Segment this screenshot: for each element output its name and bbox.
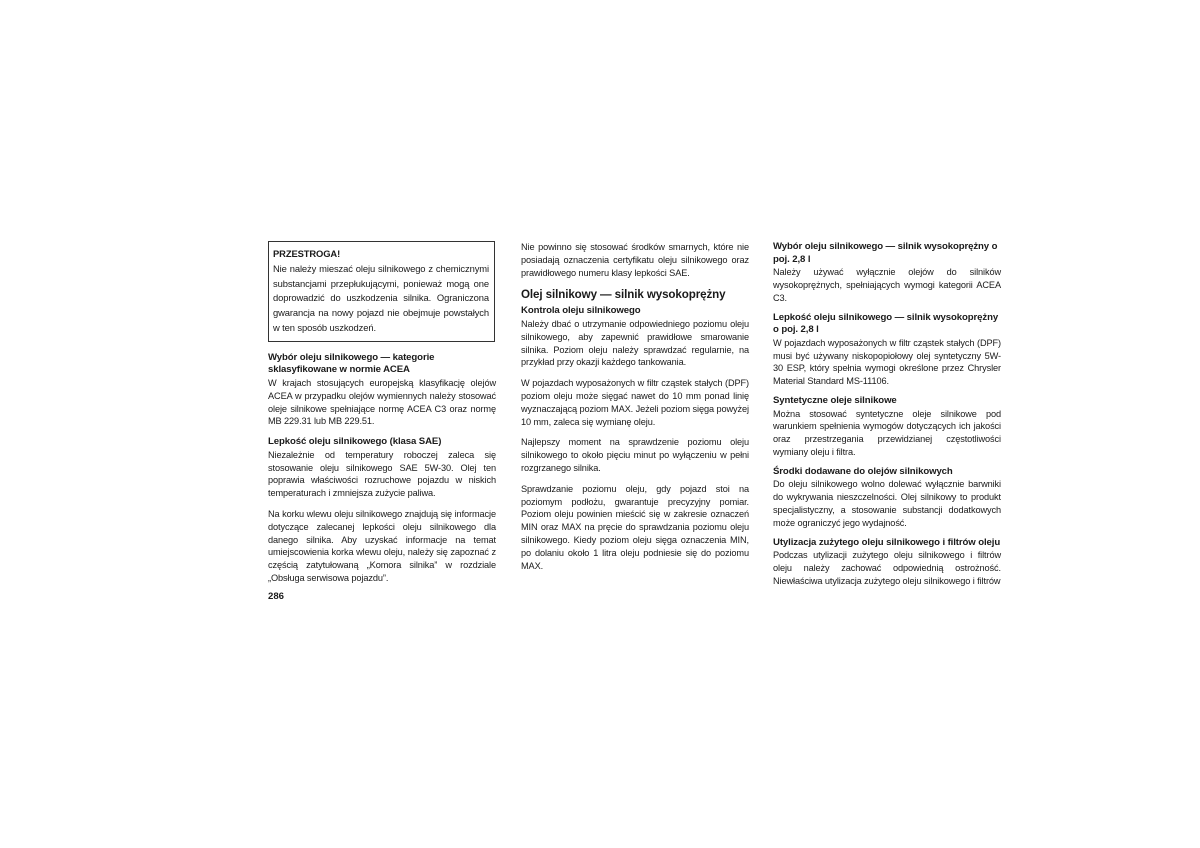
heading-sae-viscosity: Lepkość oleju silnikowego (klasa SAE) <box>268 436 442 448</box>
heading-diesel-oil-choice: Wybór oleju silnikowego — silnik wysokoprężny o poj. 2,8 l <box>773 241 998 265</box>
paragraph-oil-cap: Na korku wlewu oleju silnikowego znajdują się informacje dotyczące zalecanej lepkości oleju silnikowego dla danego silnika. Aby uzyskać informacje na temat umiejscowienia korka wlewu oleju, należy się zapoznać z częścią zatytułowaną „Komora silnika” w rozdziale „Obsługa serwisowa pojazdu”. <box>268 508 496 583</box>
paragraph-acea-oil: W krajach stosujących europejską klasyfikację olejów ACEA w przypadku olejów wymiennych należy stosować oleje silnikowe spełniające normę ACEA C3 oraz normę MB 229.31 lub MB 229.51. <box>268 377 496 427</box>
section-title-diesel-oil: Olej silnikowy — silnik wysokoprężny <box>521 288 726 302</box>
paragraph-level-check: Sprawdzanie poziomu oleju, gdy pojazd stoi na poziomym podłożu, gwarantuje precyzyjny pomiar. Poziom oleju powinien mieścić się w zakresie oznaczeń MIN oraz MAX na pręcie do sprawdzania poziomu oleju silnikowego. Kiedy poziom oleju sięga oznaczenia MIN, po dolaniu około 1 litra oleju podniesie się do poziomu MAX. <box>521 483 749 571</box>
warning-title: PRZESTROGA! <box>273 248 341 259</box>
paragraph-synthetic-oils: Można stosować syntetyczne oleje silnikowe pod warunkiem spełnienia wymogów dotyczących ich jakości oraz przestrzegania przewidzianej częstotliwości wymiany oleju i filtra. <box>773 408 1001 457</box>
column-right <box>773 241 1001 596</box>
heading-synthetic-oils: Syntetyczne oleje silnikowe <box>773 394 897 406</box>
warning-box <box>268 241 495 342</box>
warning-text: Nie należy mieszać oleju silnikowego z chemicznymi substancjami przepłukującymi, ponieważ mogą one doprowadzić do uszkodzenia silnika. Ograniczona gwarancja na nowy pojazd nie obejmuje powstałych w ten sposób uszkodzeń. <box>273 262 489 333</box>
heading-acea-oil: Wybór oleju silnikowego — kategorie sklasyfikowane w normie ACEA <box>268 351 435 376</box>
paragraph-oil-additives: Do oleju silnikowego wolno dolewać wyłącznie barwniki do wykrywania nieszczelności. Olej silnikowy to produkt specjalistyczny, a stosowanie substancji dodatkowych może ograniczyć jego wydajność. <box>773 479 1001 528</box>
heading-oil-check: Kontrola oleju silnikowego <box>521 305 641 317</box>
heading-oil-disposal: Utylizacja zużytego oleju silnikowego i filtrów oleju <box>773 536 1001 548</box>
paragraph-diesel-oil-choice: Należy używać wyłącznie olejów do silników wysokoprężnych, spełniających wymogi kategorii ACEA C3. <box>773 267 1001 303</box>
paragraph-sae-viscosity: Niezależnie od temperatury roboczej zaleca się stosowanie oleju silnikowego SAE 5W-30. Olej ten poprawia właściwości rozruchowe pojazdu w niskich temperaturach i zmniejsza zużycie paliwa. <box>268 449 496 499</box>
paragraph-oil-check: Należy dbać o utrzymanie odpowiedniego poziomu oleju silnikowego, aby zapewnić prawidłowe smarowanie silnika. Poziom oleju należy sprawdzać regularnie, na przykład przy okazji każdego tankowania. <box>521 318 749 368</box>
heading-oil-additives: Środki dodawane do olejów silnikowych <box>773 465 953 477</box>
paragraph-lubricants: Nie powinno się stosować środków smarnych, które nie posiadają oznaczenia certyfikatu oleju silnikowego oraz prawidłowego numeru klasy lepkości SAE. <box>521 242 749 278</box>
paragraph-oil-disposal: Podczas utylizacji zużytego oleju silnikowego i filtrów oleju należy zachować odpowiednią ostrożność. Niewłaściwa utylizacja zużytego oleju silnikowego i filtrów <box>773 550 1001 586</box>
page-number: 286 <box>268 591 285 602</box>
column-middle <box>521 241 749 580</box>
paragraph-dpf-level: W pojazdach wyposażonych w filtr cząstek stałych (DPF) poziom oleju może sięgać nawet do 10 mm ponad linię wyznaczającą poziom MAX. Jeżeli poziom sięga powyżej 10 mm, zaleca się wymianę oleju. <box>521 378 749 427</box>
heading-diesel-viscosity: Lepkość oleju silnikowego — silnik wysokoprężny o poj. 2,8 l <box>773 311 999 336</box>
paragraph-best-moment: Najlepszy moment na sprawdzenie poziomu oleju silnikowego to około pięciu minut po wyłączeniu w pełni rozgrzanego silnika. <box>521 437 749 473</box>
paragraph-diesel-viscosity: W pojazdach wyposażonych w filtr cząstek stałych (DPF) musi być używany niskopopiołowy olej syntetyczny 5W-30 ESP, który spełnia wymogi określone przez Chrysler Material Standard MS-11106. <box>773 337 1001 387</box>
column-left <box>268 241 496 593</box>
